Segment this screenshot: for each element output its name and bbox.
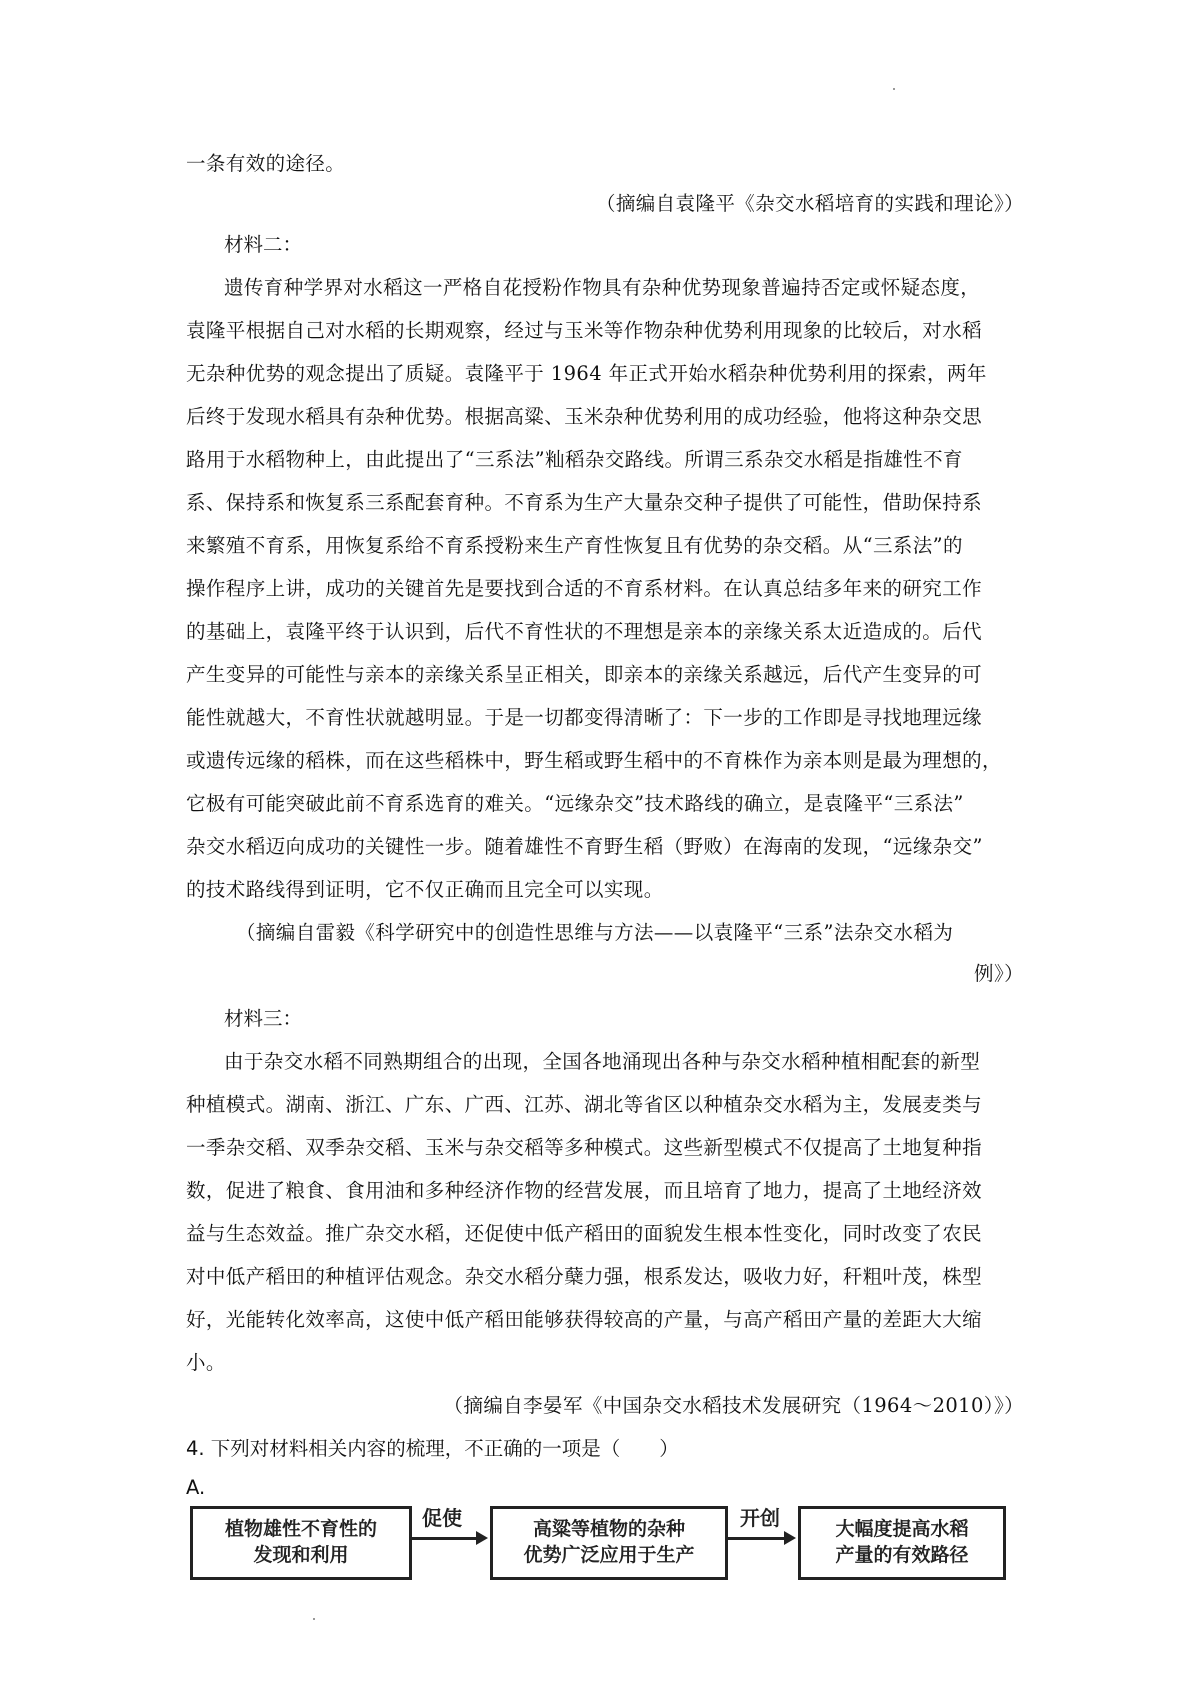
paragraph-line: 好，光能转化效率高，这使中低产稻田能够获得较高的产量，与高产稻田产量的差距大大缩 — [186, 1308, 983, 1331]
flow-box-1 — [190, 1506, 412, 1580]
flow-box-2-line1: 高粱等植物的杂种 — [532, 1518, 685, 1541]
flow-box-1-line1: 植物雄性不育性的 — [224, 1518, 377, 1541]
flow-arrow-1-label: 促使 — [422, 1506, 462, 1530]
flow-box-2 — [490, 1506, 728, 1580]
source-citation-2-cont: 例》） — [974, 962, 1024, 985]
flow-arrow-1-head — [476, 1531, 488, 1545]
paragraph-line: 一季杂交稻、双季杂交稻、玉米与杂交稻等多种模式。这些新型模式不仅提高了土地复种指 — [186, 1136, 983, 1159]
flow-box-3 — [798, 1506, 1006, 1580]
paragraph-line: 的技术路线得到证明，它不仅正确而且完全可以实现。 — [186, 878, 664, 901]
paragraph-line: 无杂种优势的观念提出了质疑。袁隆平于 1964 年正式开始水稻杂种优势利用的探索，两年 — [186, 362, 987, 385]
question-4: 4. 下列对材料相关内容的梳理，不正确的一项是（ ） — [186, 1437, 679, 1460]
flow-box-3-line1: 大幅度提高水稻 — [835, 1518, 969, 1541]
paragraph-line: 后终于发现水稻具有杂种优势。根据高粱、玉米杂种优势利用的成功经验，他将这种杂交思 — [186, 405, 983, 428]
paragraph-line: 杂交水稻迈向成功的关键性一步。随着雄性不育野生稻（野败）在海南的发现，“远缘杂交” — [186, 835, 983, 858]
source-citation-2: （摘编自雷毅《科学研究中的创造性思维与方法——以袁隆平“三系”法杂交水稻为 — [236, 921, 954, 944]
paragraph-line: 操作程序上讲，成功的关键首先是要找到合适的不育系材料。在认真总结多年来的研究工作 — [186, 577, 983, 600]
paragraph-line: 的基础上，袁隆平终于认识到，后代不育性状的不理想是亲本的亲缘关系太近造成的。后代 — [186, 620, 983, 643]
flow-arrow-2-label: 开创 — [740, 1506, 780, 1530]
paragraph-line: 由于杂交水稻不同熟期组合的出现，全国各地涌现出各种与杂交水稻种植相配套的新型 — [224, 1050, 981, 1073]
paragraph-line: 路用于水稻物种上，由此提出了“三系法”籼稻杂交路线。所谓三系杂交水稻是指雄性不育 — [186, 448, 963, 471]
paragraph-line: 遗传育种学界对水稻这一严格自花授粉作物具有杂种优势现象普遍持否定或怀疑态度， — [224, 276, 981, 299]
paragraph-line: 能性就越大，不育性状就越明显。于是一切都变得清晰了：下一步的工作即是寻找地理远缘 — [186, 706, 983, 729]
paragraph-line: 袁隆平根据自己对水稻的长期观察，经过与玉米等作物杂种优势利用现象的比较后，对水稻 — [186, 319, 983, 342]
material3-heading: 材料三： — [224, 1007, 303, 1030]
paragraph-line: 益与生态效益。推广杂交水稻，还促使中低产稻田的面貌发生根本性变化，同时改变了农民 — [186, 1222, 983, 1245]
flow-box-1-line2: 发现和利用 — [253, 1544, 349, 1566]
option-a-label[interactable]: A. — [186, 1476, 206, 1499]
paragraph-line: 它极有可能突破此前不育系选育的难关。“远缘杂交”技术路线的确立，是袁隆平“三系法” — [186, 792, 964, 815]
flow-arrow-2-head — [784, 1531, 796, 1545]
flow-arrow-1 — [412, 1537, 478, 1540]
paragraph-line: 种植模式。湖南、浙江、广东、广西、江苏、湖北等省区以种植杂交水稻为主，发展麦类与 — [186, 1093, 983, 1116]
source-citation-3: （摘编自李晏军《中国杂交水稻技术发展研究（1964～2010）》） — [443, 1394, 1024, 1417]
source-citation-1: （摘编自袁隆平《杂交水稻培育的实践和理论》） — [595, 192, 1024, 215]
paragraph-line: 小。 — [186, 1351, 226, 1374]
paragraph-line: 系、保持系和恢复系三系配套育种。不育系为生产大量杂交种子提供了可能性，借助保持系 — [186, 491, 983, 514]
flow-arrow-2 — [728, 1537, 786, 1540]
paragraph-line: 对中低产稻田的种植评估观念。杂交水稻分蘖力强，根系发达，吸收力好，秆粗叶茂，株型 — [186, 1265, 983, 1288]
paragraph-line: 数，促进了粮食、食用油和多种经济作物的经营发展，而且培育了地力，提高了土地经济效 — [186, 1179, 983, 1202]
scan-speck — [893, 88, 895, 90]
paragraph-line: 产生变异的可能性与亲本的亲缘关系呈正相关，即亲本的亲缘关系越远，后代产生变异的可 — [186, 663, 983, 686]
paragraph-line: 来繁殖不育系，用恢复系给不育系授粉来生产育性恢复且有优势的杂交稻。从“三系法”的 — [186, 534, 963, 557]
scan-speck — [313, 1618, 315, 1620]
paragraph-line: 或遗传远缘的稻株，而在这些稻株中，野生稻或野生稻中的不育株作为亲本则是最为理想的， — [186, 749, 1002, 772]
flow-box-2-line2: 优势广泛应用于生产 — [523, 1544, 695, 1566]
material2-heading: 材料二： — [224, 233, 303, 256]
intro-line: 一条有效的途径。 — [186, 152, 346, 175]
flow-box-3-line2: 产量的有效路径 — [835, 1544, 969, 1566]
